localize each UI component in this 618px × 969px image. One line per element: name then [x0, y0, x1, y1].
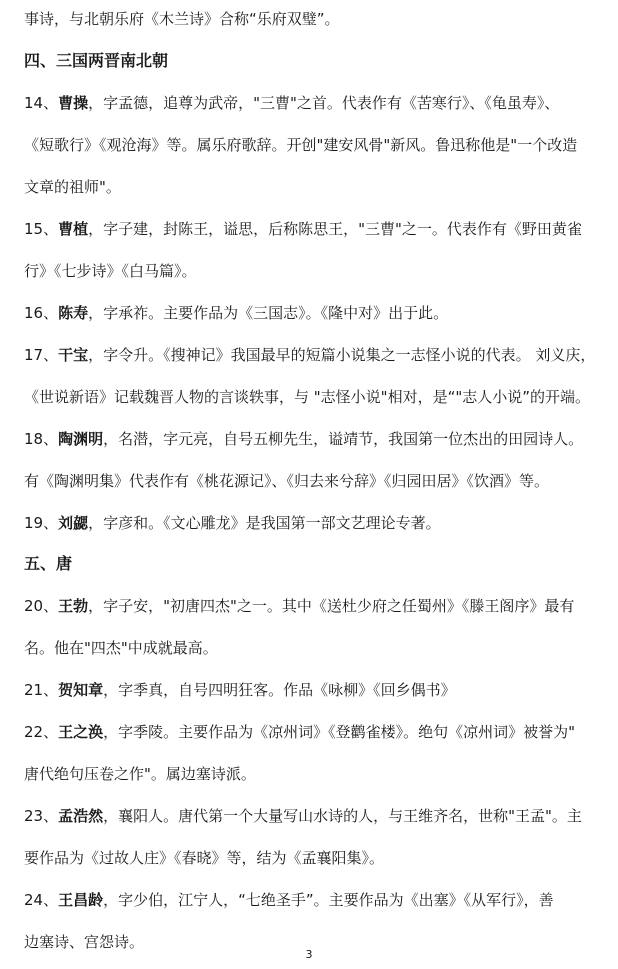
entry-text: ，字彦和。《文心雕龙》是我国第一部文艺理论专著。	[88, 514, 441, 532]
text-line	[24, 177, 121, 197]
entry-text: ，字子建，封陈王，谥思，后称陈思王，"三曹"之一。代表作有《野田黄雀	[88, 220, 582, 238]
entry-line	[24, 890, 554, 910]
author-name: 干宝	[58, 346, 89, 364]
entry-number: 22、	[24, 723, 59, 741]
entry-line	[24, 722, 575, 742]
entry-line	[24, 513, 441, 533]
entry-number: 15、	[24, 220, 59, 238]
page-number: 3	[305, 948, 313, 961]
line-text: 有《陶渊明集》代表作有《桃花源记》、《归去来兮辞》《归园田居》《饮酒》等。	[24, 472, 550, 490]
line-text: 《世说新语》记载魏晋人物的言谈轶事，与 "志怪小说"相对，是“"志人小说”的开端。	[24, 388, 591, 406]
entry-number: 19、	[24, 514, 59, 532]
line-text: 事诗，与北朝乐府《木兰诗》合称“乐府双璧”。	[24, 10, 340, 28]
entry-text: ，字季陵。主要作品为《凉州词》《登鹳雀楼》。绝句《凉州词》被誉为"	[103, 723, 576, 741]
author-name: 曹操	[58, 94, 89, 112]
text-line	[24, 135, 577, 155]
author-name: 王之涣	[58, 723, 104, 741]
entry-line	[24, 680, 456, 700]
line-text: 边塞诗、宫怨诗。	[24, 933, 145, 951]
author-name: 刘勰	[58, 514, 89, 532]
entry-line	[24, 806, 582, 826]
entry-line	[24, 219, 582, 239]
text-line	[24, 387, 590, 407]
heading-text: 四、三国两晋南北朝	[24, 51, 169, 70]
entry-number: 14、	[24, 94, 59, 112]
author-name: 曹植	[58, 220, 89, 238]
line-text: 名。他在"四杰"中成就最高。	[24, 639, 218, 657]
entry-line	[24, 345, 595, 365]
line-text: 《短歌行》《观沧海》等。属乐府歌辞。开创"建安风骨"新风。鲁迅称他是"一个改造	[24, 136, 578, 154]
entry-number: 23、	[24, 807, 59, 825]
entry-text: ，名潜，字元亮，自号五柳先生，谥靖节，我国第一位杰出的田园诗人。	[103, 430, 584, 448]
entry-line	[24, 93, 559, 113]
entry-number: 20、	[24, 597, 59, 615]
author-name: 王昌龄	[58, 891, 104, 909]
line-text: 行》《七步诗》《白马篇》。	[24, 262, 197, 280]
author-name: 孟浩然	[58, 807, 104, 825]
entry-line	[24, 303, 448, 323]
entry-text: ，字孟德，追尊为武帝，"三曹"之首。代表作有《苦寒行》、《龟虽寿》、	[88, 94, 560, 112]
text-line	[24, 261, 197, 281]
section-heading	[24, 554, 72, 574]
author-name: 陶渊明	[58, 430, 104, 448]
entry-line	[24, 596, 574, 616]
entry-number: 17、	[24, 346, 59, 364]
line-text: 唐代绝句压卷之作"。属边塞诗派。	[24, 765, 256, 783]
entry-text: ，襄阳人。唐代第一个大量写山水诗的人，与王维齐名，世称"王孟"。主	[103, 807, 582, 825]
section-heading	[24, 51, 168, 71]
entry-text: ，字承祚。主要作品为《三国志》。《隆中对》出于此。	[88, 304, 449, 322]
text-line	[24, 9, 340, 29]
author-name: 贺知章	[58, 681, 104, 699]
entry-text: ，字子安，"初唐四杰"之一。其中《送杜少府之任蜀州》《滕王阁序》最有	[88, 597, 575, 615]
text-line	[24, 848, 384, 868]
text-line	[24, 764, 256, 784]
entry-text: ，字季真，自号四明狂客。作品《咏柳》《回乡偶书》	[103, 681, 456, 699]
entry-number: 18、	[24, 430, 59, 448]
entry-number: 16、	[24, 304, 59, 322]
text-line	[24, 471, 549, 491]
line-text: 文章的祖师"。	[24, 178, 121, 196]
entry-text: ，字少伯，江宁人，“七绝圣手”。主要作品为《出塞》《从军行》，善	[103, 891, 554, 909]
entry-line	[24, 429, 583, 449]
entry-number: 21、	[24, 681, 59, 699]
entry-number: 24、	[24, 891, 59, 909]
author-name: 陈寿	[58, 304, 89, 322]
entry-text: ，字令升。《搜神记》我国最早的短篇小说集之一志怪小说的代表。 刘义庆，	[88, 346, 596, 364]
line-text: 要作品为《过故人庄》《春晓》等，结为《孟襄阳集》。	[24, 849, 385, 867]
author-name: 王勃	[58, 597, 89, 615]
text-line	[24, 638, 218, 658]
heading-text: 五、唐	[24, 554, 73, 573]
